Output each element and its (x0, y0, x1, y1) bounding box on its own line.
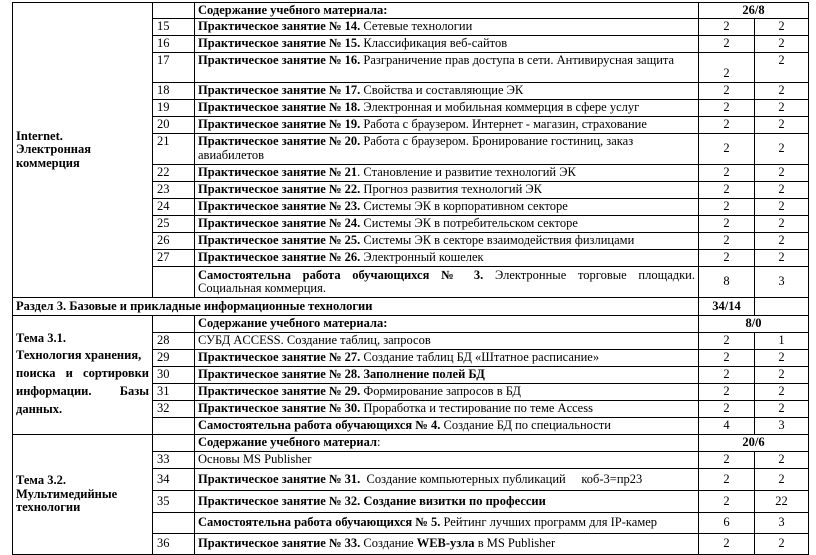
row-number: 22 (153, 165, 195, 182)
selfwork-text: Самостоятельна работа обучающихся № 5. Рейтинг лучших программ для IP-камер (195, 513, 699, 534)
row-text: Практическое занятие № 17. Свойства и составляющие ЭК (195, 83, 699, 100)
row-text: Практическое занятие № 21. Становление и развитие технологий ЭК (195, 165, 699, 182)
row-level: 2 (755, 134, 809, 165)
row-level: 2 (755, 83, 809, 100)
row-text: Практическое занятие № 20. Работа с браузером. Бронирование гостиниц, заказ авиабилетов (195, 134, 699, 165)
row-text: СУБД ACCESS. Создание таблиц, запросов (195, 333, 699, 350)
topic-line: Тема 3.1. (16, 331, 66, 346)
row-number: 36 (153, 534, 195, 555)
row-number: 20 (153, 117, 195, 134)
row-text: Практическое занятие № 28. Заполнение полей БД (195, 367, 699, 384)
section-hours: 34/14 (699, 298, 755, 316)
row-number: 15 (153, 19, 195, 36)
row-text: Основы MS Publisher (195, 452, 699, 469)
row-text: Практическое занятие № 25. Системы ЭК в секторе взаимодействия физлицами (195, 233, 699, 250)
row-level: 2 (755, 100, 809, 117)
row-hours: 2 (699, 134, 755, 165)
row-text: Практическое занятие № 19. Работа с браузером. Интернет - магазин, страхование (195, 117, 699, 134)
row-text: Практическое занятие № 32. Создание визитки по профессии (195, 491, 699, 513)
row-hours: 8 (699, 267, 755, 298)
content-header: Содержание учебного материала: (195, 316, 699, 333)
row-hours: 2 (699, 233, 755, 250)
row-level: 2 (755, 384, 809, 401)
hours-total: 8/0 (699, 316, 809, 333)
topic-ecommerce (13, 3, 153, 298)
row-text: Практическое занятие № 15. Классификация веб-сайтов (195, 36, 699, 53)
row-level: 2 (755, 233, 809, 250)
topic-line: Мультимедийные (16, 486, 118, 501)
row-number: 17 (153, 53, 195, 83)
row-level: 2 (755, 367, 809, 384)
row-hours: 2 (699, 83, 755, 100)
row-hours: 2 (699, 401, 755, 418)
row-hours: 2 (699, 452, 755, 469)
row-level: 1 (755, 333, 809, 350)
row-number: 26 (153, 233, 195, 250)
topic-line: технологии (16, 500, 81, 515)
row-hours: 2 (699, 491, 755, 513)
row-number: 30 (153, 367, 195, 384)
topic-line: Тема 3.2. (16, 473, 66, 488)
row-hours: 2 (699, 250, 755, 267)
row-hours: 6 (699, 513, 755, 534)
row-hours: 2 (699, 367, 755, 384)
row-hours: 2 (699, 100, 755, 117)
row-number: 27 (153, 250, 195, 267)
row-level: 2 (755, 19, 809, 36)
content-header: Содержание учебного материала: (195, 3, 699, 19)
topic-line: Технология хранения, (16, 347, 142, 362)
hours-total: 26/8 (699, 3, 809, 19)
selfwork-text: Самостоятельна работа обучающихся № 3. Электронные торговые площадки. Социальная коммерция. (195, 267, 699, 298)
row-number: 34 (153, 469, 195, 491)
row-text: Практическое занятие № 24. Системы ЭК в потребительском секторе (195, 216, 699, 233)
row-number: 19 (153, 100, 195, 117)
row-hours: 2 (699, 117, 755, 134)
row-level: 2 (755, 53, 809, 83)
row-number: 16 (153, 36, 195, 53)
row-number: 31 (153, 384, 195, 401)
empty-cell (153, 3, 195, 19)
topic-line: поиска и сортировки (16, 365, 149, 380)
row-hours: 2 (699, 19, 755, 36)
row-level: 2 (755, 165, 809, 182)
block2-header-row (13, 316, 809, 333)
row-number: 28 (153, 333, 195, 350)
topic-line: Internet. (16, 128, 63, 143)
row-level: 2 (755, 199, 809, 216)
selfwork-text: Самостоятельна работа обучающихся № 4. Создание БД по специальности (195, 418, 699, 435)
row-number: 32 (153, 401, 195, 418)
row-number: 23 (153, 182, 195, 199)
block1-header-row (13, 3, 809, 19)
row-hours: 2 (699, 53, 755, 83)
empty-cell (153, 316, 195, 333)
row-number: 25 (153, 216, 195, 233)
topic-databases (13, 316, 153, 435)
row-hours: 2 (699, 384, 755, 401)
row-text: Практическое занятие № 29. Формирование запросов в БД (195, 384, 699, 401)
row-number: 21 (153, 134, 195, 165)
row-level: 3 (755, 267, 809, 298)
row-hours: 2 (699, 216, 755, 233)
row-hours: 2 (699, 350, 755, 367)
row-number: 33 (153, 452, 195, 469)
row-level: 2 (755, 534, 809, 555)
row-hours: 2 (699, 165, 755, 182)
topic-line: коммерция (16, 155, 80, 170)
row-level: 22 (755, 491, 809, 513)
block3-header-row (13, 435, 809, 452)
row-level: 2 (755, 452, 809, 469)
row-text: Практическое занятие № 33. Создание WEB-узла в MS Publisher (195, 534, 699, 555)
row-text: Практическое занятие № 16. Разграничение прав доступа в сети. Антивирусная защита (195, 53, 699, 83)
row-hours: 2 (699, 534, 755, 555)
row-text: Практическое занятие № 18. Электронная и мобильная коммерция в сфере услуг (195, 100, 699, 117)
topic-multimedia (13, 435, 153, 555)
row-number: 24 (153, 199, 195, 216)
row-level: 2 (755, 469, 809, 491)
section-row (13, 298, 809, 316)
row-hours: 2 (699, 333, 755, 350)
empty-cell (153, 513, 195, 534)
topic-line: Электронная (16, 142, 91, 157)
row-text: Практическое занятие № 22. Прогноз развития технологий ЭК (195, 182, 699, 199)
empty-cell (153, 267, 195, 298)
hours-total: 20/6 (699, 435, 809, 452)
row-hours: 4 (699, 418, 755, 435)
row-level: 2 (755, 36, 809, 53)
row-text: Практическое занятие № 30. Проработка и тестирование по теме Access (195, 401, 699, 418)
content-header: Содержание учебного материал: (195, 435, 699, 452)
row-text: Практическое занятие № 31. Создание компьютерных публикаций коб-3=пр23 (195, 469, 699, 491)
row-level: 2 (755, 401, 809, 418)
row-text: Практическое занятие № 23. Системы ЭК в корпоративном секторе (195, 199, 699, 216)
topic-line: данных. (16, 401, 63, 416)
row-hours: 2 (699, 182, 755, 199)
empty-cell (153, 435, 195, 452)
curriculum-table (12, 2, 809, 555)
row-number: 29 (153, 350, 195, 367)
row-level: 3 (755, 513, 809, 534)
row-text: Практическое занятие № 26. Электронный кошелек (195, 250, 699, 267)
row-text: Практическое занятие № 14. Сетевые технологии (195, 19, 699, 36)
empty-cell (153, 418, 195, 435)
row-hours: 2 (699, 36, 755, 53)
row-level: 2 (755, 117, 809, 134)
row-level: 2 (755, 182, 809, 199)
row-level: 2 (755, 216, 809, 233)
row-number: 18 (153, 83, 195, 100)
empty-cell (755, 298, 809, 316)
topic-line: информации. Базы (16, 383, 149, 398)
row-text: Практическое занятие № 27. Создание таблиц БД «Штатное расписание» (195, 350, 699, 367)
row-level: 2 (755, 350, 809, 367)
section-title: Раздел 3. Базовые и прикладные информационные технологии (13, 298, 699, 316)
row-level: 3 (755, 418, 809, 435)
row-level: 2 (755, 250, 809, 267)
row-hours: 2 (699, 199, 755, 216)
row-hours: 2 (699, 469, 755, 491)
row-number: 35 (153, 491, 195, 513)
